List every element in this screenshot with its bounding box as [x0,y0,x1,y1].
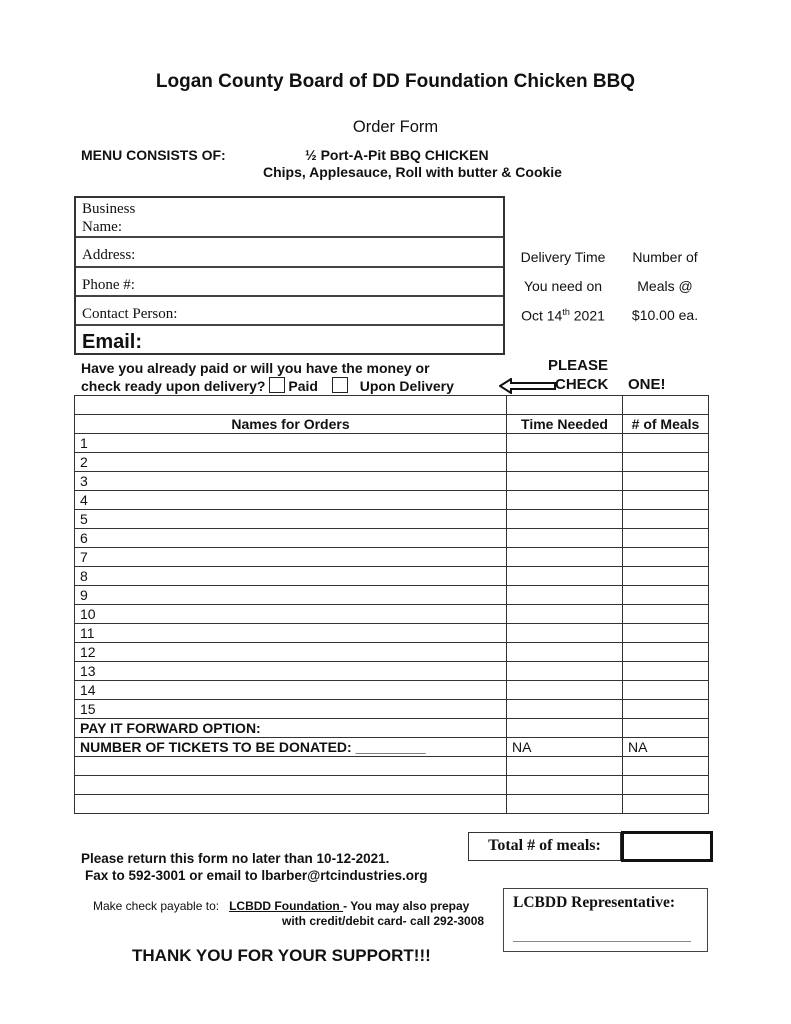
contact-info-box [74,196,505,355]
phone-label: Phone #: [82,277,135,293]
time-needed-cell[interactable] [507,491,623,510]
price-line-1: Number of [632,249,698,265]
payable-suffix: - You may also prepay [343,899,470,913]
business-name-field[interactable] [76,198,503,238]
payable-name: LCBDD Foundation [229,899,344,913]
table-row [75,624,709,643]
representative-signature-line[interactable] [513,941,691,942]
time-needed-cell[interactable] [507,453,623,472]
num-meals-cell[interactable] [623,510,709,529]
order-name-cell[interactable]: 3 [75,472,507,491]
pay-forward-label: PAY IT FORWARD OPTION: [75,719,507,738]
num-meals-cell[interactable] [623,624,709,643]
address-label: Address: [82,247,136,263]
payable-prefix: Make check payable to: [93,899,220,913]
representative-box [503,888,708,952]
contact-person-field[interactable] [76,297,503,326]
time-needed-cell[interactable] [507,434,623,453]
menu-item-sides: Chips, Applesauce, Roll with butter & Cookie [263,164,562,180]
order-name-cell[interactable]: 12 [75,643,507,662]
payable-line-2: with credit/debit card- call 292-3008 [282,914,485,928]
business-name-label-2: Name: [82,219,122,235]
num-meals-cell[interactable] [623,567,709,586]
please-text: PLEASE [548,357,609,374]
delivery-line-1: Delivery Time [520,249,606,265]
order-name-cell[interactable]: 11 [75,624,507,643]
order-name-cell[interactable]: 6 [75,529,507,548]
order-name-cell[interactable]: 15 [75,700,507,719]
pay-forward-row [75,719,709,738]
time-needed-cell[interactable] [507,472,623,491]
blank-meals-cell[interactable] [623,776,709,795]
table-row [75,681,709,700]
table-row [75,453,709,472]
time-needed-cell[interactable] [507,662,623,681]
order-name-cell[interactable]: 5 [75,510,507,529]
blank-time-cell[interactable] [507,757,623,776]
check-text: CHECK [555,376,609,393]
total-meals-label: Total # of meals: [468,832,621,861]
donated-tickets-field[interactable]: NUMBER OF TICKETS TO BE DONATED: _________ [75,738,507,757]
table-row [75,605,709,624]
blank-name-cell[interactable] [75,776,507,795]
pay-forward-meals-cell [623,719,709,738]
order-name-cell[interactable]: 2 [75,453,507,472]
table-header-row [75,415,709,434]
order-name-cell[interactable]: 9 [75,586,507,605]
num-meals-cell[interactable] [623,548,709,567]
table-row [75,548,709,567]
arrow-left-icon [499,378,557,394]
contact-person-label: Contact Person: [82,306,178,322]
business-name-label-1: Business [82,201,136,217]
blank-time-cell[interactable] [507,795,623,814]
num-meals-cell[interactable] [623,700,709,719]
num-meals-cell[interactable] [623,491,709,510]
num-meals-cell[interactable] [623,643,709,662]
return-deadline: Please return this form no later than 10-12-2021. [81,851,390,866]
donated-row [75,738,709,757]
blank-time-cell[interactable] [507,776,623,795]
payment-question-line-1: Have you already paid or will you have the money or [81,360,430,376]
num-meals-cell[interactable] [623,662,709,681]
time-needed-cell[interactable] [507,643,623,662]
time-needed-cell[interactable] [507,586,623,605]
meal-price-info [622,249,708,323]
num-meals-cell[interactable] [623,586,709,605]
delivery-time-info [510,249,616,324]
representative-label: LCBDD Representative: [513,894,676,911]
num-meals-cell[interactable] [623,434,709,453]
email-field[interactable] [76,326,503,355]
menu-label: MENU CONSISTS OF: [81,147,226,163]
order-name-cell[interactable]: 10 [75,605,507,624]
blank-name-cell[interactable] [75,795,507,814]
time-needed-cell[interactable] [507,510,623,529]
form-subtitle: Order Form [352,118,439,136]
num-meals-cell[interactable] [623,529,709,548]
time-needed-cell[interactable] [507,700,623,719]
order-name-cell[interactable]: 7 [75,548,507,567]
blank-row [75,776,709,795]
order-name-cell[interactable]: 4 [75,491,507,510]
table-row [75,434,709,453]
num-meals-cell[interactable] [623,472,709,491]
time-needed-cell[interactable] [507,567,623,586]
upon-delivery-checkbox[interactable] [332,377,348,393]
blank-meals-cell[interactable] [623,757,709,776]
blank-meals-cell[interactable] [623,795,709,814]
table-row [75,700,709,719]
num-meals-cell[interactable] [623,453,709,472]
num-meals-cell[interactable] [623,681,709,700]
table-spacer-row [75,396,709,415]
orders-table [74,395,709,814]
table-row [75,586,709,605]
donated-meals-value: NA [623,738,709,757]
one-text: ONE! [628,376,666,393]
paid-label: Paid [288,378,318,394]
menu-item-chicken: ½ Port-A-Pit BBQ CHICKEN [305,147,489,163]
page-title: Logan County Board of DD Foundation Chicken BBQ [155,71,636,92]
phone-field[interactable] [76,268,503,297]
time-needed-cell[interactable] [507,681,623,700]
header-num-meals: # of Meals [623,415,709,434]
price-line-2: Meals @ [637,278,693,294]
table-row [75,510,709,529]
payment-question-line-2 [81,377,454,394]
num-meals-cell[interactable] [623,605,709,624]
delivery-line-2: You need on [523,278,603,294]
order-name-cell[interactable]: 14 [75,681,507,700]
time-needed-cell[interactable] [507,624,623,643]
payable-line-1 [93,899,469,913]
order-name-cell[interactable]: 1 [75,434,507,453]
fax-email-info: Fax to 592-3001 or email to lbarber@rtcindustries.org [85,868,428,883]
header-names: Names for Orders [75,415,507,434]
delivery-date: Oct 14th 2021 [521,307,605,324]
email-label: Email: [82,331,143,353]
thank-you-message: THANK YOU FOR YOUR SUPPORT!!! [132,946,431,965]
table-row [75,472,709,491]
donated-time-value: NA [507,738,623,757]
table-row [75,662,709,681]
time-needed-cell[interactable] [507,605,623,624]
blank-name-cell[interactable] [75,757,507,776]
price-line-3: $10.00 ea. [631,307,699,323]
total-meals-input[interactable] [621,831,713,862]
table-row [75,567,709,586]
address-field[interactable] [76,238,503,268]
payment-question-text: check ready upon delivery? [81,378,266,394]
order-name-cell[interactable]: 13 [75,662,507,681]
paid-checkbox[interactable] [269,377,285,393]
pay-forward-time-cell [507,719,623,738]
blank-row [75,757,709,776]
table-row [75,529,709,548]
table-row [75,491,709,510]
time-needed-cell[interactable] [507,529,623,548]
header-time-needed: Time Needed [507,415,623,434]
blank-row [75,795,709,814]
order-name-cell[interactable]: 8 [75,567,507,586]
upon-delivery-label: Upon Delivery [359,378,454,394]
table-row [75,643,709,662]
time-needed-cell[interactable] [507,548,623,567]
